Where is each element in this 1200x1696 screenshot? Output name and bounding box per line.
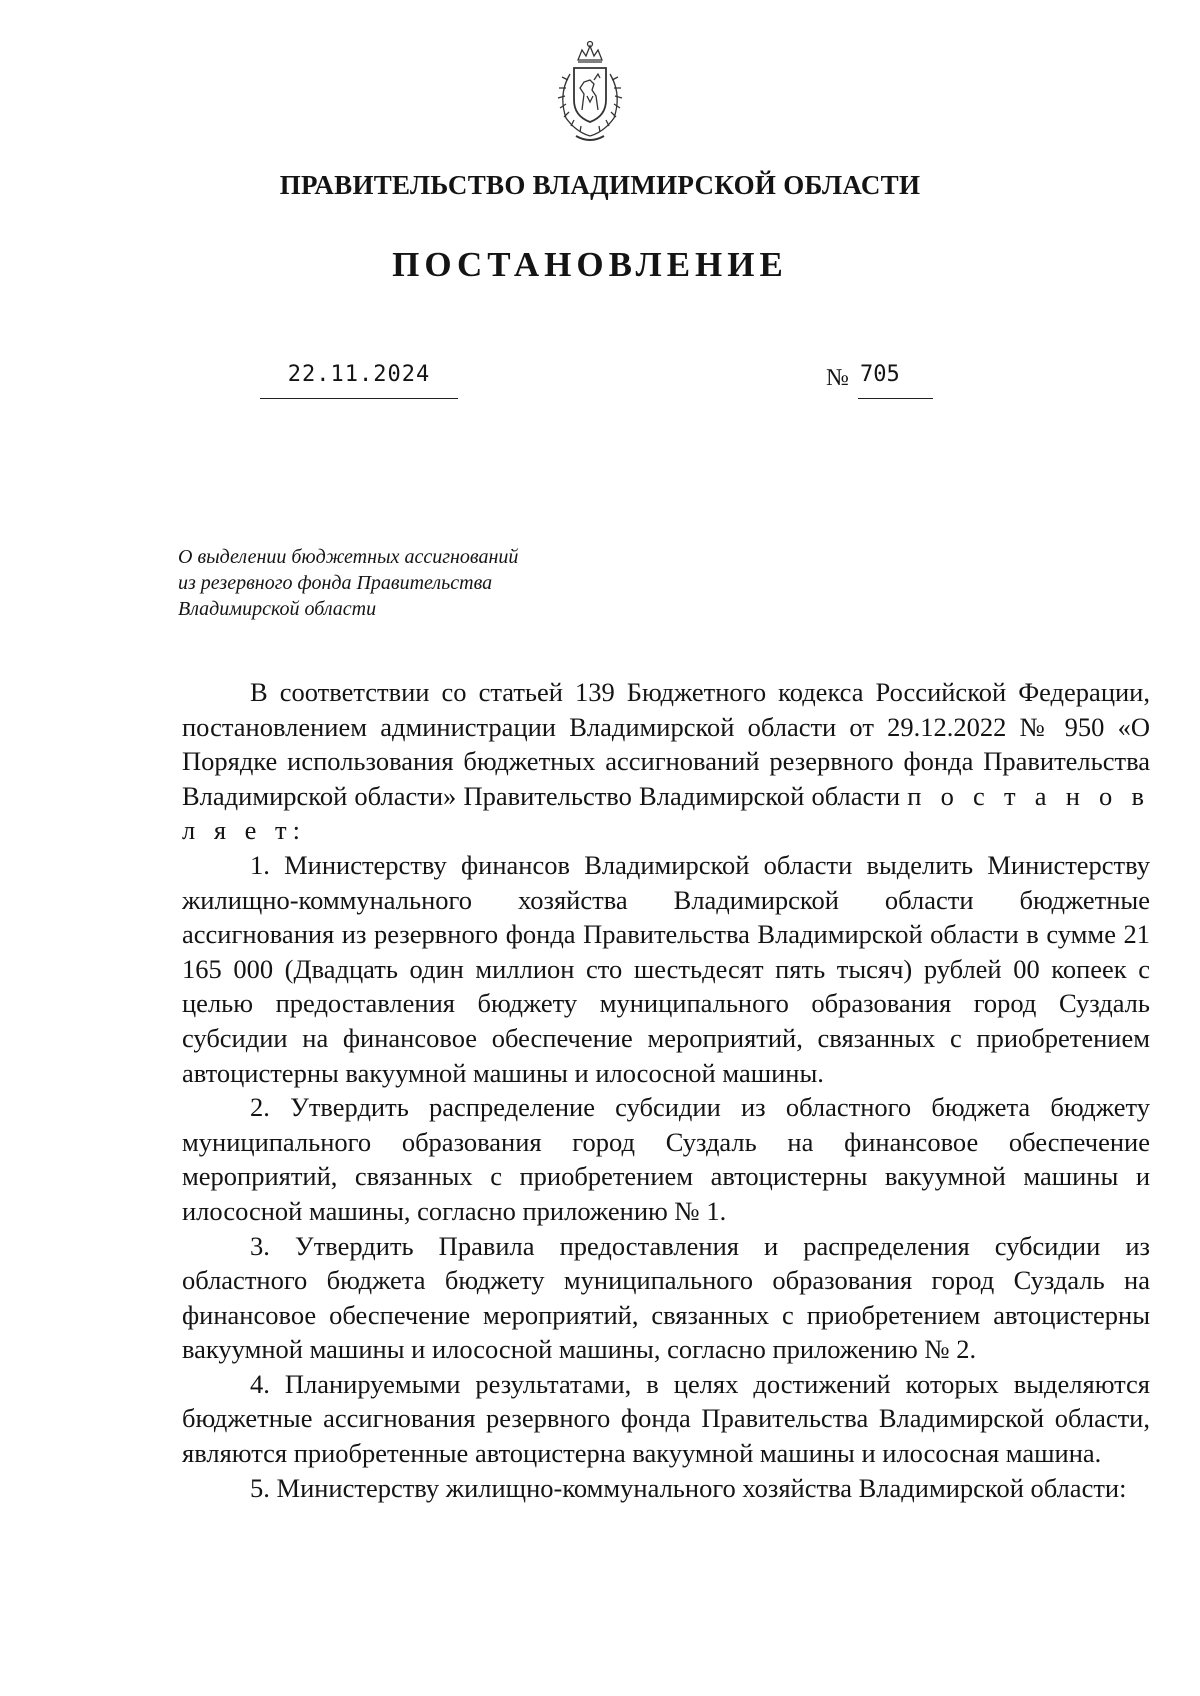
item-3: 3. Утвердить Правила предоставления и распределения субсидии из областного бюджета бюджету муниципального образования город Суздаль на финансовое обеспечение мероприятий, связанных с приобретением автоцистерны вакуумной машины и илососной машины, согласно приложению № 2. (182, 1230, 1150, 1365)
subject-line: из резервного фонда Правительства (178, 572, 493, 594)
item-4: 4. Планируемыми результатами, в целях достижений которых выделяются бюджетные ассигнования резервного фонда Правительства Владимирской области, являются приобретенные автоцистерна вакуумной машины и илососная машина. (182, 1368, 1150, 1469)
organization-title: ПРАВИТЕЛЬСТВО ВЛАДИМИРСКОЙ ОБЛАСТИ (279, 170, 921, 200)
date-value: 22.11.2024 (287, 362, 431, 387)
date-underline (260, 398, 458, 399)
item-5: 5. Министерству жилищно-коммунального хозяйства Владимирской области: (250, 1472, 1127, 1503)
item-1: 1. Министерству финансов Владимирской области выделить Министерству жилищно-коммунального хозяйства Владимирской области бюджетные ассигнования из резервного фонда Правительства Владимирской области в сумме 21 165 000 (Двадцать один миллион сто шестьдесят пять тысяч) рублей 00 копеек с целью предоставления бюджету муниципального образования город Суздаль субсидии на финансовое обеспечение мероприятий, связанных с приобретением автоцистерны вакуумной машины и илососной машины. (182, 849, 1150, 1088)
document-body (182, 675, 1150, 1505)
subject-line: Владимирской области (178, 598, 377, 620)
preamble-paragraph (182, 675, 1150, 848)
document-type: ПОСТАНОВЛЕНИЕ (392, 245, 788, 284)
coat-of-arms-icon (540, 38, 640, 146)
item-2: 2. Утвердить распределение субсидии из областного бюджета бюджету муниципального образования город Суздаль на финансовое обеспечение мероприятий, связанных с приобретением автоцистерны вакуумной машины и илососной машины, согласно приложению № 1. (182, 1092, 1150, 1226)
number-sign: № (826, 365, 849, 391)
document-number: 705 (860, 362, 900, 387)
resolves-word: п о с т а н о в л я е т: (182, 780, 1150, 846)
document-subject (178, 544, 618, 622)
document-date (260, 362, 458, 387)
preamble-text: В соответствии со статьей 139 Бюджетного кодекса Российской Федерации, постановлением администрации Владимирской области от 29.12.2022 № 950 «О Порядке использования бюджетных ассигнований резервного фонда Правительства Владимирской области» Правительство Владимирской области (182, 677, 1150, 811)
subject-line: О выделении бюджетных ассигнований (178, 546, 519, 568)
number-underline (858, 398, 933, 399)
